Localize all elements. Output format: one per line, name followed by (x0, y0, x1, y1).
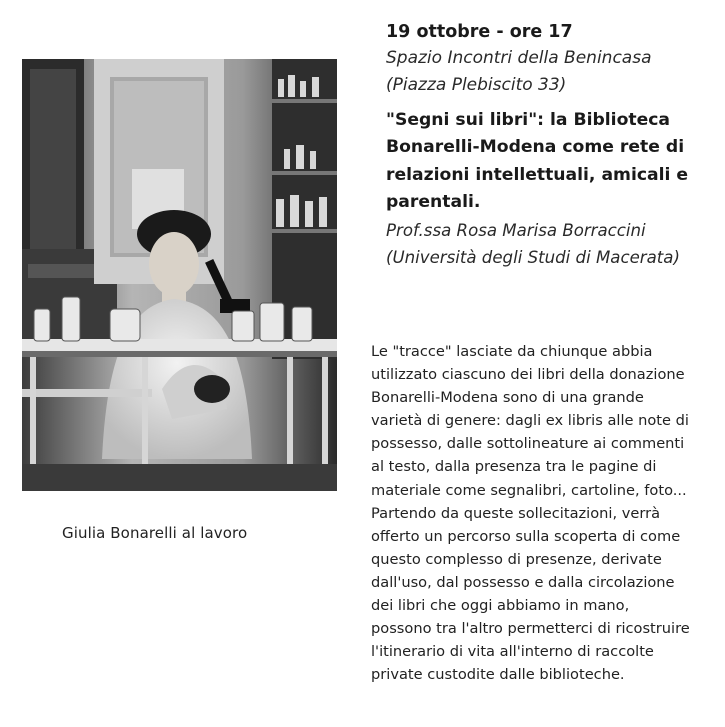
event-venue-name: Spazio Incontri della Benincasa (386, 48, 652, 68)
event-description (371, 340, 725, 686)
description-line: dall'uso, dal possesso e dalla circolazione (371, 573, 675, 591)
description-line: Le "tracce" lasciate da chiunque abbia (371, 343, 653, 360)
description-line: Partendo da queste sollecitazioni, verrà (371, 504, 661, 522)
description-line: Bonarelli-Modena sono di una grande (371, 389, 644, 407)
description-line: questo complesso di presenze, derivate (371, 550, 662, 568)
description-line: utilizzato ciascuno dei libri della donazione (371, 366, 685, 384)
description-line: dei libri che oggi abbiamo in mano, (371, 597, 630, 615)
description-line: l'itinerario di vita all'interno di raccolte (371, 643, 654, 661)
description-line: private custodite dalle biblioteche. (371, 666, 625, 684)
description-line: varietà di genere: dagli ex libris alle note di (371, 412, 689, 430)
photo-caption: Giulia Bonarelli al lavoro (62, 524, 248, 542)
description-line: possesso, dalle sottolineature ai commenti (371, 435, 685, 453)
event-date-time: 19 ottobre - ore 17 (386, 22, 573, 42)
speaker-affiliation: (Università degli Studi di Macerata) (386, 247, 680, 267)
description-line: possono tra l'altro permetterci di ricostruire (371, 620, 690, 638)
talk-title: "Segni sui libri": la Biblioteca Bonarelli-Modena come rete di relazioni intellettuali, amicali e parentali. (386, 110, 689, 213)
description-line: materiale come segnalibri, cartoline, foto... (371, 481, 687, 499)
description-line: al testo, dalla presenza tra le pagine di (371, 458, 657, 476)
event-venue-address: (Piazza Plebiscito 33) (386, 75, 567, 95)
historical-photo (22, 59, 337, 491)
description-line: offerto un percorso sulla scoperta di come (371, 527, 681, 545)
event-info (386, 20, 716, 271)
speaker-name: Prof.ssa Rosa Marisa Borraccini (386, 220, 646, 240)
